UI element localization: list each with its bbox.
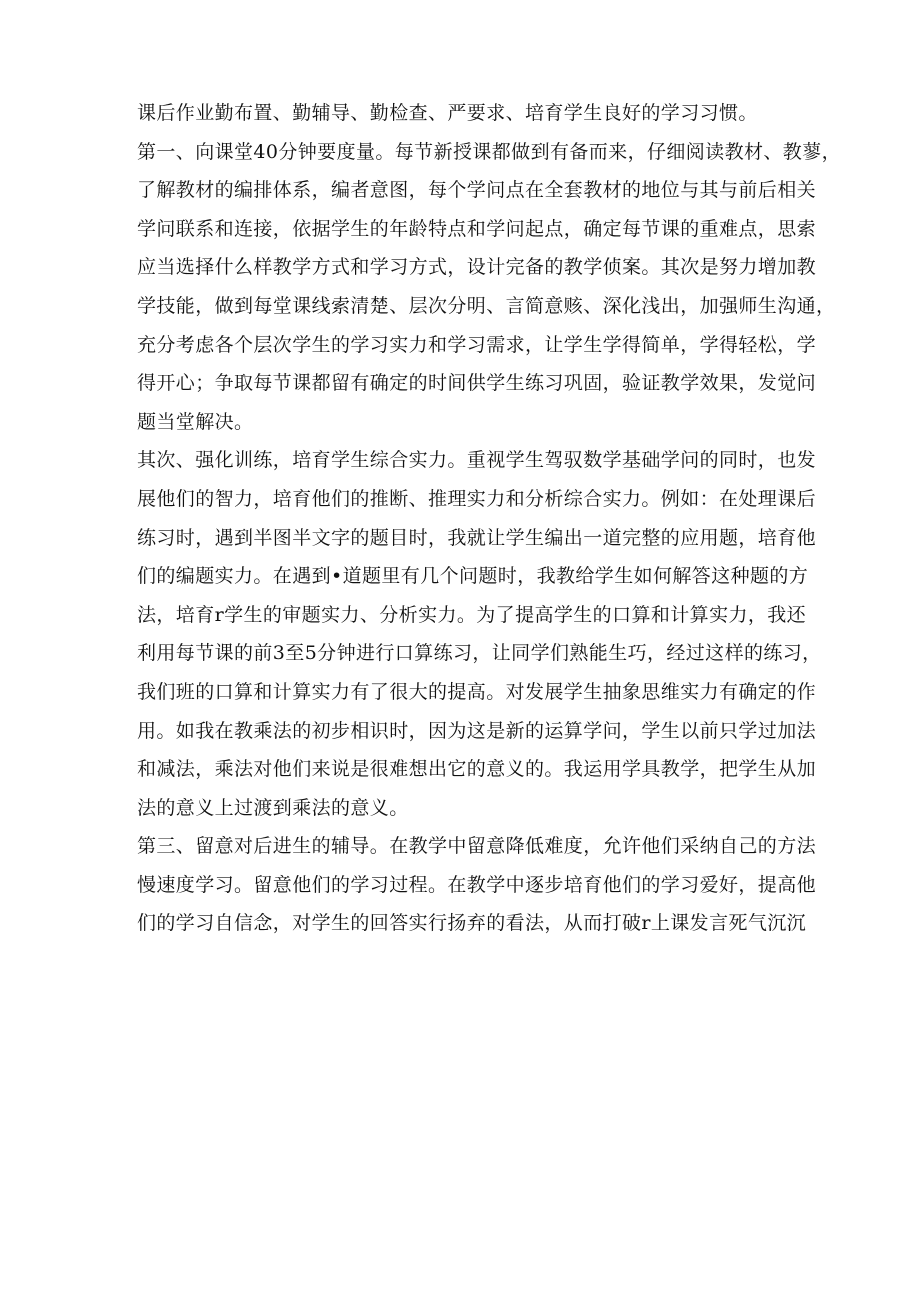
text-line: 题当堂解决。 [137,410,254,433]
text-line: 应当选择什么样教学方式和学习方式，设计完备的教学侦案。其次是努力增加教 [137,256,817,279]
text-line: 学技能，做到每堂课线索清楚、层次分明、言简意赅、深化浅出，加强师生沟通， [137,294,836,317]
text-line: 们的编题实力。在遇到•道题里有几个问题时，我教给学生如何解答这种题的方 [137,565,809,588]
text-line: 第一、向课堂40分钟要度量。每节新授课都做到有备而来，仔细阅读教材、教蓼， [137,140,841,163]
paragraph-homework [137,94,785,133]
text-line: 利用每节课的前3至5分钟进行口算练习，让同学们熟能生巧，经过这样的练习， [137,642,822,665]
text-line: 得开心；争取每节课都留有确定的时间供学生练习巩固，验证教学效果，发觉问 [137,372,817,395]
text-line: 其次、强化训练，培育学生综合实力。重视学生驾驭数学基础学问的同时，也发 [137,449,817,472]
text-line: 学问联系和连接，依据学生的年龄特点和学问起点，确定每节课的重难点，思索 [137,217,817,240]
paragraph-second-point [137,441,822,827]
text-line: 法的意义上过渡到乘法的意义。 [137,796,409,819]
paragraph-third-point [137,827,817,943]
paragraph-first-point [137,133,841,442]
text-line: 了解教材的编排体系，编者意图，每个学问点在全套教材的地位与其与前后相关 [137,179,817,202]
text-line: 们的学习自信念，对学生的回答实行扬弃的看法，从而打破r上课发言死气沉沉 [137,912,807,935]
text-line: 慢速度学习。留意他们的学习过程。在教学中逐步培育他们的学习爱好，提高他 [137,873,817,896]
document-body [137,94,841,943]
text-line: 法，培育r学生的审题实力、分析实力。为了提高学生的口算和计算实力，我还 [137,603,807,626]
text-line: 我们班的口算和计算实力有了很大的提高。对发展学生抽象思维实力有确定的作 [137,680,817,703]
text-line: 充分考虑各个层次学生的学习实力和学习需求，让学生学得简单，学得轻松，学 [137,333,817,356]
text-line: 和减法，乘法对他们来说是很难想出它的意义的。我运用学具教学，把学生从加 [137,758,817,781]
text-line: 第三、留意对后进生的辅导。在教学中留意降低难度，允许他们采纳自己的方法 [137,835,817,858]
text-line: 练习时，遇到半图半文字的题目时，我就让学生编出一道完整的应用题，培育他 [137,526,817,549]
text-line: 用。如我在教乘法的初步相识时，因为这是新的运算学问，学生以前只学过加法 [137,719,817,742]
text-line: 课后作业勤布置、勤辅导、勤检查、严要求、培育学生良好的学习习惯。 [137,102,758,124]
text-line: 展他们的智力，培育他们的推断、推理实力和分析综合实力。例如：在处理课后 [137,487,817,510]
